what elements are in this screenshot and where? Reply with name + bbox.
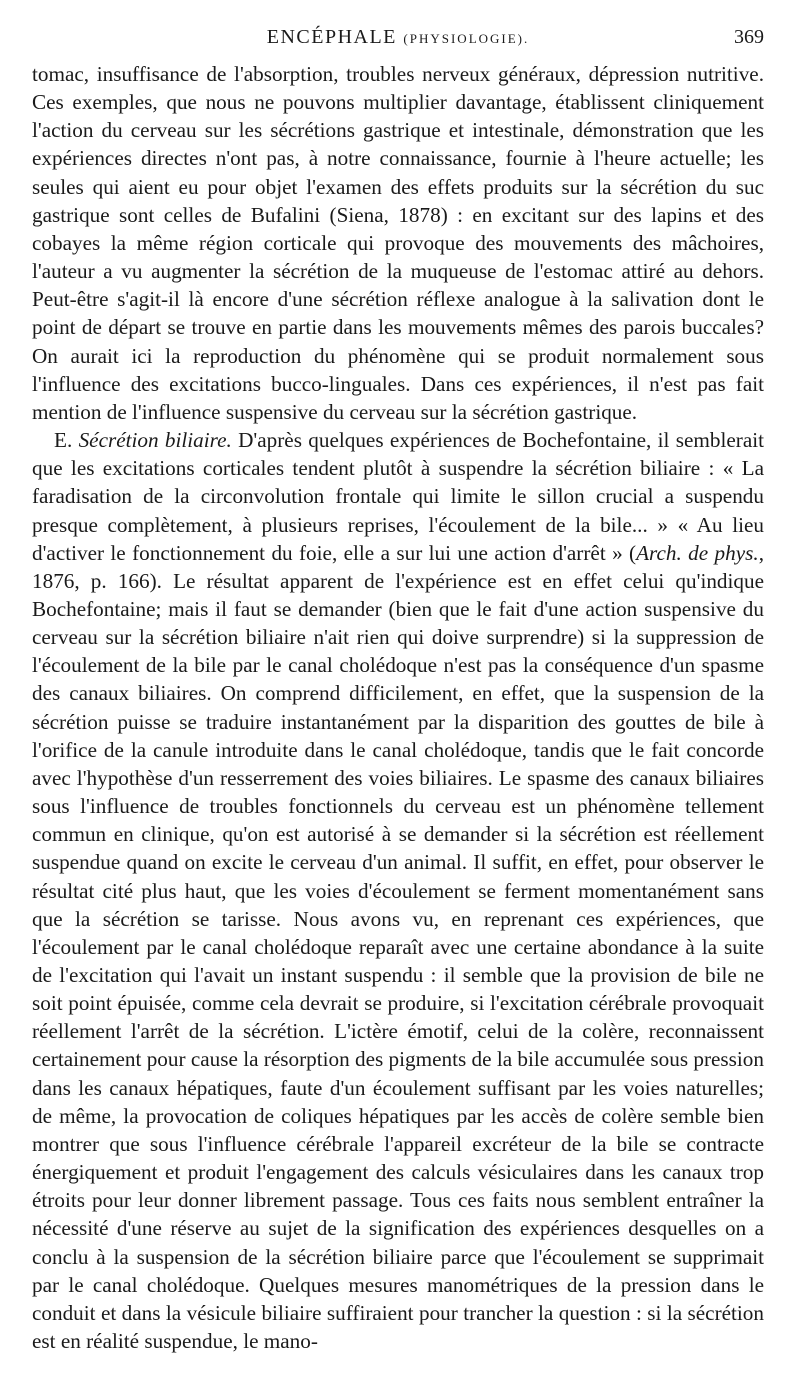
book-page	[32, 26, 764, 1355]
paragraph-gastric-continuation: tomac, insuffisance de l'absorption, troubles nerveux généraux, dépression nutritive. Ces exemples, que nous ne pouvons multiplier davantage, établissent cliniquement l'action du cerveau sur les sécrétions gastrique et intestinale, démonstration que les expériences directes n'ont pas, à notre connaissance, fournie à l'heure actuelle; les seules qui aient eu pour objet l'examen des effets produits sur la sécrétion du suc gastrique sont celles de Bufalini (Siena, 1878) : en excitant sur des lapins et des cobayes la même région corticale qui provoque des mouvements des mâchoires, l'auteur a vu augmenter la sécrétion de la muqueuse de l'estomac attiré au dehors. Peut-être s'agit-il là encore d'une sécrétion réflexe analogue à la salivation dont le point de départ se trouve en partie dans les mouvements mêmes des parois buccales? On aurait ici la reproduction du phénomène qui se produit normalement sous l'influence des excitations bucco-linguales. Dans ces expériences, il n'est pas fait mention de l'influence suspensive du cerveau sur la sécrétion gastrique.	[32, 62, 764, 424]
page-number: 369	[734, 26, 764, 48]
body-text	[32, 60, 764, 1355]
section-label: E.	[54, 428, 73, 453]
paragraph-text-part-1: D'après quelques expériences de Bochefontaine, il semblerait que les excitations corticales tendent plutôt à suspendre la sécrétion biliaire : « La faradisation de la circonvolution frontale qui limite le sillon crucial a suspendu presque complètement, à plusieurs reprises, l'écoulement de la bile... » « Au lieu d'activer le fonctionnement du foie, elle a sur lui une action d'arrêt » (	[32, 428, 765, 565]
paragraph-text-part-2: , 1876, p. 166). Le résultat apparent de l'expérience est en effet celui qu'indique Bochefontaine; mais il faut se demander (bien que le fait d'une action suspensive du cerveau sur la sécrétion biliaire n'ait rien qui doive surprendre) si la suppression de l'écoulement de la bile par le canal cholédoque n'est pas la conséquence d'un spasme des canaux biliaires. On comprend difficilement, en effet, que la suspension de la sécrétion puisse se traduire instantanément par la disparition des gouttes de bile à l'orifice de la canule introduite dans le canal cholédoque, tandis que le fait concorde avec l'hypothèse d'un resserrement des voies biliaires. Le spasme des canaux biliaires sous l'influence de troubles fonctionnels du cerveau est un phénomène tellement commun en clinique, qu'on est autorisé à se demander si la sécrétion est réellement suspendue quand on excite le cerveau d'un animal. Il suffit, en effet, pour observer le résultat cité plus haut, que les voies d'écoulement se ferment momentanément sans que la sécrétion se tarisse. Nous avons vu, en reprenant ces expériences, que l'écoulement par le canal cholédoque reparaît avec une certaine abondance à la suite de l'excitation qui l'avait un instant suspendu : il semble que la provision de bile ne soit point épuisée, comme cela devrait se produire, si l'excitation cérébrale provoquait réellement l'arrêt de la sécrétion. L'ictère émotif, celui de la colère, reconnaissent certainement pour cause la résorption des pigments de la bile accumulée sous pression dans les canaux hépatiques, faute d'un écoulement suffisant par les voies naturelles; de même, la provocation de coliques hépatiques par les accès de colère semble bien montrer que sous l'influence cérébrale l'appareil excréteur de la bile se contracte énergiquement et produit l'engagement des calculs vésiculaires dans les canaux trop étroits pour leur donner librement passage. Tous ces faits nous semblent entraîner la nécessité d'une réserve au sujet de la signification des expériences desquelles on a conclu à la suspension de la sécrétion biliaire parce que l'écoulement se supprimait par le canal cholédoque. Quelques mesures manométriques de la pression dans le conduit et dans la vésicule biliaire suffiraient pour trancher la question : si la sécrétion est en réalité suspendue, le mano-	[32, 540, 764, 1354]
paragraph-biliary-secretion	[32, 426, 764, 1355]
journal-citation: Arch. de phys.	[636, 540, 759, 565]
running-title-subtitle: (PHYSIOLOGIE).	[403, 31, 530, 46]
running-title-main: ENCÉPHALE	[266, 26, 397, 48]
running-head	[32, 26, 764, 60]
section-heading: Sécrétion biliaire.	[78, 428, 232, 453]
running-title	[32, 26, 764, 49]
